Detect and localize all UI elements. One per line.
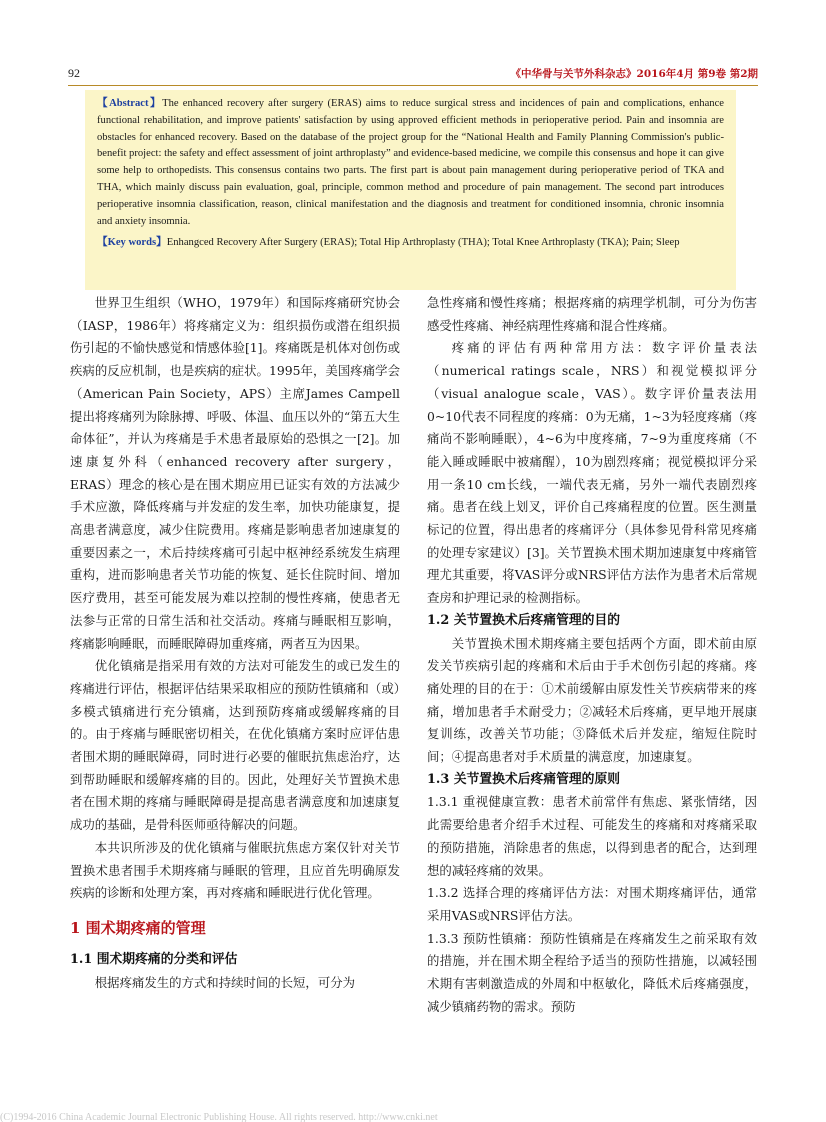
abstract-box (85, 90, 736, 290)
keywords-text: Enhangced Recovery After Surgery (ERAS); Total Hip Arthroplasty (THA); Total Knee Arthroplasty (TKA); Pain; Sleep (166, 237, 680, 249)
paragraph: 根据疼痛发生的方式和持续时间的长短，可分为 (94, 974, 355, 990)
paragraph: 急性疼痛和慢性疼痛；根据疼痛的病理学机制，可分为伤害感受性疼痛、神经病理性疼痛和混合性疼痛。 (427, 295, 757, 333)
left-column (70, 292, 400, 994)
paragraph: 世界卫生组织（WHO，1979年）和国际疼痛研究协会（IASP，1986年）将疼痛定义为：组织损伤或潜在组织损伤引起的不愉快感觉和情感体验[1]。疼痛既是机体对创伤或疾病的反应机制，也是疾病的症状。1995年，美国疼痛学会（American Pain Society，APS）主席James Campell提出将疼痛列为除脉搏、呼吸、体温、血压以外的“第五大生命体征”，并认为疼痛是手术患者最原始的恐惧之一[2]。加速康复外科（enhanced recovery after surgery，ERAS）理念的核心是在围术期应用已证实有效的方法减少手术应激，降低疼痛与并发症的发生率，加快功能康复，提高患者满意度，减少住院费用。疼痛是影响患者加速康复的重要因素之一，术后持续疼痛可引起中枢神经系统发生病理重构，进而影响患者关节功能的恢复、延长住院时间、增加医疗费用，甚至可能发展为难以控制的慢性疼痛，使患者无法参与正常的日常生活和社交活动。疼痛与睡眠相互影响，疼痛影响睡眠，而睡眠障碍加重疼痛，两者互为因果。 (70, 295, 400, 651)
paragraph: 关节置换术围术期疼痛主要包括两个方面，即术前由原发关节疾病引起的疼痛和术后由于手术创伤引起的疼痛。疼痛处理的目的在于：①术前缓解由原发性关节疾病带来的疼痛，增加患者手术耐受力；②减轻术后疼痛，更早地开展康复训练，改善关节功能；③降低术后并发症，缩短住院时间；④提高患者对手术质量的满意度，加速康复。 (427, 635, 757, 765)
section-title: 1 围术期疼痛的管理 (70, 918, 206, 937)
keywords-label: 【Key words】 (97, 237, 167, 249)
abstract-text: The enhanced recovery after surgery (ERAS) aims to reduce surgical stress and incidences of pain and complications, enhance functional rehabilitation, and improve patients' satisfaction by using approved efficient methods in perioperative period. Pain and insomnia are obstacles for enhanced recovery. Based on the database of the project group for the “National Health and Family Planning Commission's public-benefit project: the safety and effect assessment of joint arthroplasty” and evidence-based medicine, we compile this consensus and hope it can give some help to orthopedists. This consensus contains two parts. The first part is about pain management during perioperative period of TKA and THA, which mainly discuss pain evaluation, goal, principle, common method and procedure of pain management. The second part introduces perioperative insomnia classification, reason, clinical manifestation and the diagnosis and treatment for conditioned insomnia, chronic insomnia and anxiety insomnia. (97, 98, 725, 227)
paragraph: 本共识所涉及的优化镇痛与催眠抗焦虑方案仅针对关节置换术患者围手术期疼痛与睡眠的管理，且应首先明确原发疾病的诊断和处理方案，再对疼痛和睡眠进行优化管理。 (70, 839, 400, 901)
page-header (68, 64, 758, 86)
abstract-paragraph (97, 96, 724, 230)
keywords-paragraph (97, 235, 724, 252)
page-number: 92 (68, 66, 80, 80)
right-column (427, 292, 757, 1019)
copyright-footer: (C)1994-2016 China Academic Journal Electronic Publishing House. All rights reserved. http://www.cnki.net (0, 1112, 438, 1122)
paragraph: 1.3.1 重视健康宣教：患者术前常伴有焦虑、紧张情绪，因此需要给患者介绍手术过程、可能发生的疼痛和对疼痛采取的预防措施，消除患者的焦虑，以得到患者的配合，达到理想的减轻疼痛的效果。 (427, 794, 757, 878)
abstract-label: 【Abstract】 (97, 98, 163, 109)
subsection-title: 1.2 关节置换术后疼痛管理的目的 (427, 612, 621, 628)
paragraph: 疼痛的评估有两种常用方法：数字评价量表法（numerical ratings scale，NRS）和视觉模拟评分（visual analogue scale，VAS）。数字评价量表法用0~10代表不同程度的疼痛：0为无痛，1~3为轻度疼痛（疼痛尚不影响睡眠），4~6为中度疼痛，7~9为重度疼痛（不能入睡或睡眠中被痛醒），10为剧烈疼痛；视觉模拟评分采用一条10 cm长线，一端代表无痛，另外一端代表剧烈疼痛。患者在线上划叉，评价自己疼痛程度的位置。医生测量标记的位置，得出患者的疼痛评分（具体参见骨科常见疼痛的处理专家建议）[3]。关节置换术围术期加速康复中疼痛管理尤其重要，将VAS评分或NRS评估方法作为患者术后常规查房和护理记录的检测指标。 (427, 340, 757, 606)
paragraph: 1.3.3 预防性镇痛：预防性镇痛是在疼痛发生之前采取有效的措施，并在围术期全程给予适当的预防性措施，以减轻围术期有害刺激造成的外周和中枢敏化，降低术后疼痛强度，减少镇痛药物的需求。预防 (427, 930, 757, 1014)
subsection-title: 1.3 关节置换术后疼痛管理的原则 (427, 771, 621, 787)
paragraph: 优化镇痛是指采用有效的方法对可能发生的或已发生的疼痛进行评估，根据评估结果采取相应的预防性镇痛和（或）多模式镇痛进行充分镇痛，达到预防疼痛或缓解疼痛的目的。由于疼痛与睡眠密切相关，在优化镇痛方案时应评估患者围术期的睡眠障碍，同时进行必要的催眠抗焦虑治疗，达到帮助睡眠和缓解疼痛的目的。因此，处理好关节置换术患者在围术期的疼痛与睡眠障碍是提高患者满意度和加速康复成功的基础，是骨科医师亟待解决的问题。 (70, 658, 400, 833)
paragraph: 1.3.2 选择合理的疼痛评估方法：对围术期疼痛评估，通常采用VAS或NRS评估方法。 (427, 885, 757, 923)
subsection-title: 1.1 围术期疼痛的分类和评估 (70, 951, 238, 967)
journal-info: 《中华骨与关节外科杂志》2016年4月 第9卷 第2期 (510, 68, 758, 80)
